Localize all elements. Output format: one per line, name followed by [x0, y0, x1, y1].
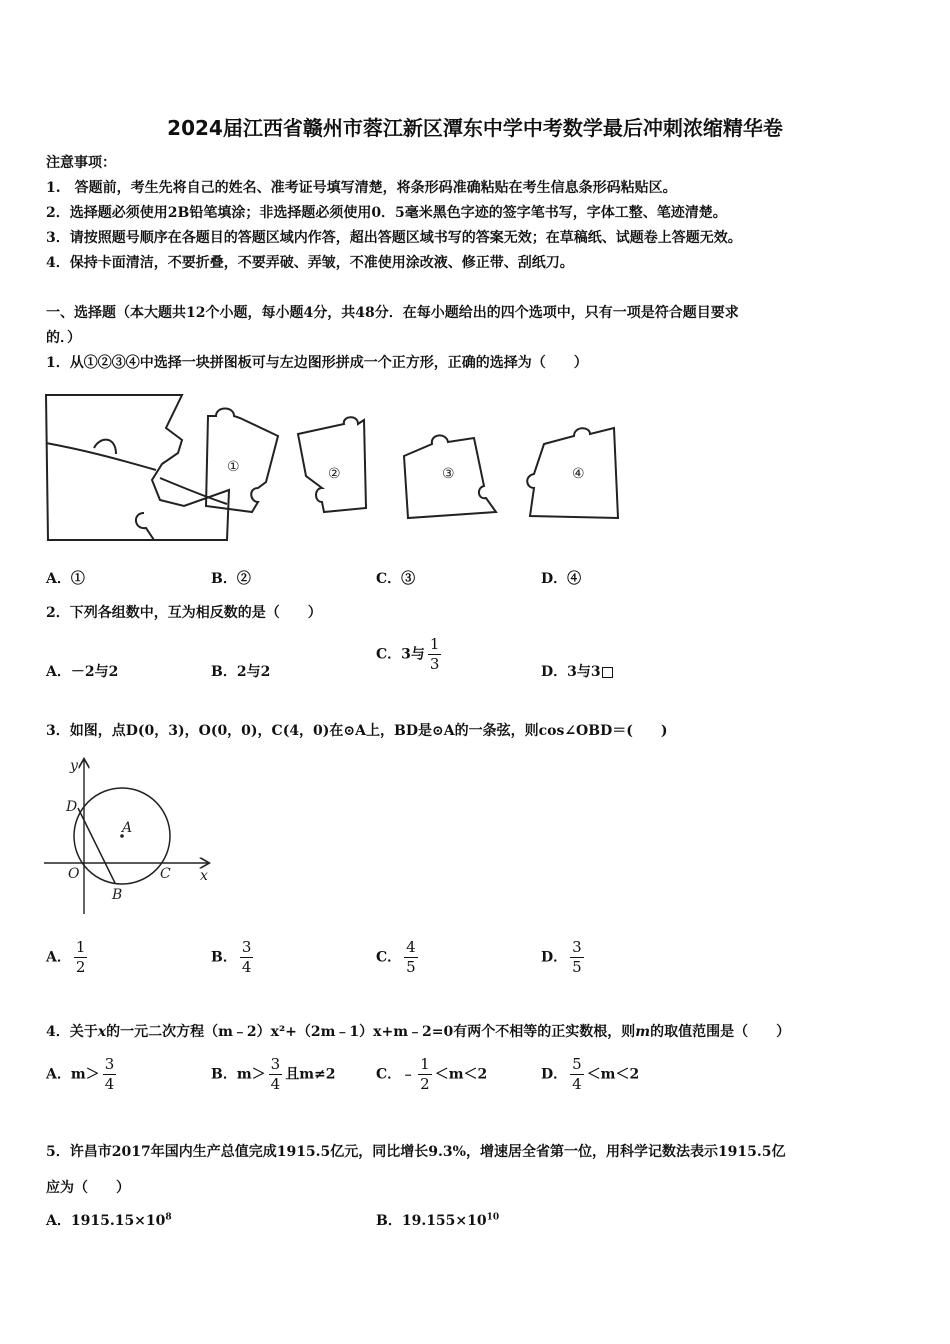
- q1-piece-3-label: ③: [442, 466, 455, 482]
- q3-option-c: [376, 938, 421, 977]
- q5-option-b: [376, 1210, 499, 1230]
- q3-stem-mid: D(0，3)，O(0，0)，C(4，0)在⊙A上，BD是⊙A的一条弦，则cos∠OBD＝( ): [125, 723, 668, 739]
- q3-d-num: 3: [572, 938, 582, 956]
- q3-c-den: 5: [406, 958, 416, 976]
- q5-a-base: A．1915.15×10: [46, 1213, 166, 1229]
- q2-option-c-prefix: C．3与: [376, 646, 425, 663]
- q3-label-o: O: [68, 866, 80, 882]
- q3-label-a: A: [122, 820, 133, 836]
- section-heading-line1: 一、选择题（本大题共12个小题，每小题4分，共48分．在每小题给出的四个选项中，只有一项是符合题目要求: [46, 305, 739, 321]
- q1-piece-1-label: ①: [227, 459, 240, 475]
- q4-c-fraction: [418, 1055, 432, 1094]
- q3-b-fraction: [240, 938, 254, 977]
- q1-option-a: A．①: [46, 571, 85, 587]
- q3-b-letter: B．: [211, 949, 237, 966]
- q3-a-letter: A．: [46, 949, 71, 966]
- q5-stem-line2: 应为（ ）: [46, 1180, 130, 1196]
- q3-a-fraction: [74, 938, 88, 977]
- q1-option-b: B．②: [211, 571, 251, 587]
- q5-b-base: B．19.155×10: [376, 1213, 487, 1229]
- q4-a-prefix: A．m＞: [46, 1066, 100, 1083]
- q3-option-a: [46, 938, 90, 977]
- q1-piece-2-label: ②: [328, 466, 341, 482]
- q3-d-letter: D．: [541, 949, 568, 966]
- q4-d-prefix: D．: [541, 1066, 568, 1083]
- q5-a-exp: 8: [165, 1212, 172, 1223]
- q2-option-c-fraction: [428, 635, 442, 674]
- q1-puzzle-figure: [44, 388, 634, 548]
- q3-c-fraction: [404, 938, 418, 977]
- q4-stem-p3: 的取值范围是（ ）: [650, 1024, 791, 1040]
- q3-circle-figure: [40, 756, 220, 916]
- q1-option-c: C．③: [376, 571, 416, 587]
- q4-c-suffix: ＜m＜2: [434, 1066, 488, 1083]
- q1-stem: 1．从①②③④中选择一块拼图板可与左边图形拼成一个正方形，正确的选择为（ ）: [46, 355, 588, 371]
- q4-d-num: 5: [572, 1055, 582, 1073]
- q4-stem-x: x: [97, 1024, 107, 1040]
- q1-piece-3: [404, 435, 496, 518]
- q2-option-b: B．2与2: [211, 664, 271, 680]
- notice-item-1: 1. 答题前，考生先将自己的姓名、准考证号填写清楚，将条形码准确粘贴在考生信息条形码粘贴区。: [46, 180, 677, 196]
- q1-piece-2: [298, 417, 366, 512]
- q2-c-num: 1: [429, 635, 440, 653]
- q1-piece-4: [527, 428, 618, 518]
- q2-option-c: [376, 635, 444, 674]
- q3-label-b: B: [112, 887, 123, 903]
- q2-option-d-text: D．3与3: [541, 664, 601, 680]
- q3-stem: [46, 720, 667, 740]
- q3-d-fraction: [570, 938, 584, 977]
- q3-d-den: 5: [572, 958, 582, 976]
- q4-c-den: 2: [420, 1075, 430, 1093]
- q2-option-d: [541, 661, 613, 681]
- q1-option-d: D．④: [541, 571, 582, 587]
- broken-glyph-icon: [602, 667, 613, 678]
- q2-option-a: A．－2与2: [46, 664, 119, 680]
- q3-option-d: [541, 938, 587, 977]
- q5-option-a: [46, 1210, 172, 1230]
- q4-b-num: 3: [270, 1055, 281, 1073]
- q4-d-fraction: [570, 1055, 584, 1094]
- q3-label-y: y: [70, 758, 78, 774]
- q4-b-den: 4: [270, 1075, 281, 1093]
- q4-c-num: 1: [420, 1055, 430, 1073]
- q4-c-prefix: C．﹣: [376, 1066, 416, 1083]
- q3-b-den: 4: [241, 958, 252, 976]
- q4-d-den: 4: [572, 1075, 582, 1093]
- q4-a-den: 4: [104, 1075, 115, 1093]
- q4-stem-p2: 的一元二次方程（m﹣2）x²+（2m﹣1）x+m﹣2=0有两个不相等的正实数根，则: [106, 1024, 636, 1040]
- q3-option-b: [211, 938, 256, 977]
- q4-option-c: [376, 1055, 487, 1094]
- q2-c-den: 3: [429, 655, 440, 673]
- q4-a-fraction: [103, 1055, 117, 1094]
- q3-stem-prefix: 3．如图，点: [46, 723, 126, 739]
- q3-c-num: 4: [406, 938, 416, 956]
- q1-piece-4-label: ④: [572, 466, 585, 482]
- q4-b-fraction: [269, 1055, 283, 1094]
- q4-option-b: [211, 1055, 336, 1094]
- q4-stem: [46, 1021, 790, 1041]
- page-title: 2024届江西省赣州市蓉江新区潭东中学中考数学最后冲刺浓缩精华卷: [167, 116, 783, 140]
- q4-d-suffix: ＜m＜2: [586, 1066, 640, 1083]
- q3-label-x: x: [200, 868, 208, 884]
- q3-label-d: D: [66, 799, 78, 815]
- q3-c-letter: C．: [376, 949, 402, 966]
- q1-composite-shape: [46, 395, 229, 540]
- q4-option-d: [541, 1055, 639, 1094]
- q5-b-exp: 10: [486, 1212, 500, 1223]
- q3-a-den: 2: [75, 958, 86, 976]
- section-heading-line2: 的．）: [46, 330, 81, 346]
- q1-piece-1: [206, 409, 278, 513]
- q4-option-a: [46, 1055, 119, 1094]
- notice-item-4: 4．保持卡面清洁，不要折叠，不要弄破、弄皱，不准使用涂改液、修正带、刮纸刀。: [46, 255, 574, 271]
- q5-stem-line1: 5．许昌市2017年国内生产总值完成1915.5亿元，同比增长9.3%，增速居全省第一位，用科学记数法表示1915.5亿: [46, 1144, 786, 1160]
- notice-item-3: 3．请按照题号顺序在各题目的答题区域内作答，超出答题区域书写的答案无效；在草稿纸、试题卷上答题无效。: [46, 230, 742, 246]
- q4-b-suffix: 且m≠2: [285, 1066, 336, 1083]
- q4-a-num: 3: [104, 1055, 115, 1073]
- notice-heading: 注意事项：: [46, 155, 116, 171]
- q3-b-num: 3: [241, 938, 252, 956]
- q3-label-c: C: [160, 866, 171, 882]
- notice-item-2: 2．选择题必须使用2B铅笔填涂；非选择题必须使用0．5毫米黑色字迹的签字笔书写，字体工整、笔迹清楚。: [46, 205, 727, 221]
- q4-stem-p1: 4．关于: [46, 1024, 98, 1040]
- q2-stem: 2．下列各组数中，互为相反数的是（ ）: [46, 605, 322, 621]
- q3-a-num: 1: [75, 938, 86, 956]
- q4-stem-m: m: [635, 1024, 651, 1040]
- q4-b-prefix: B．m＞: [211, 1066, 266, 1083]
